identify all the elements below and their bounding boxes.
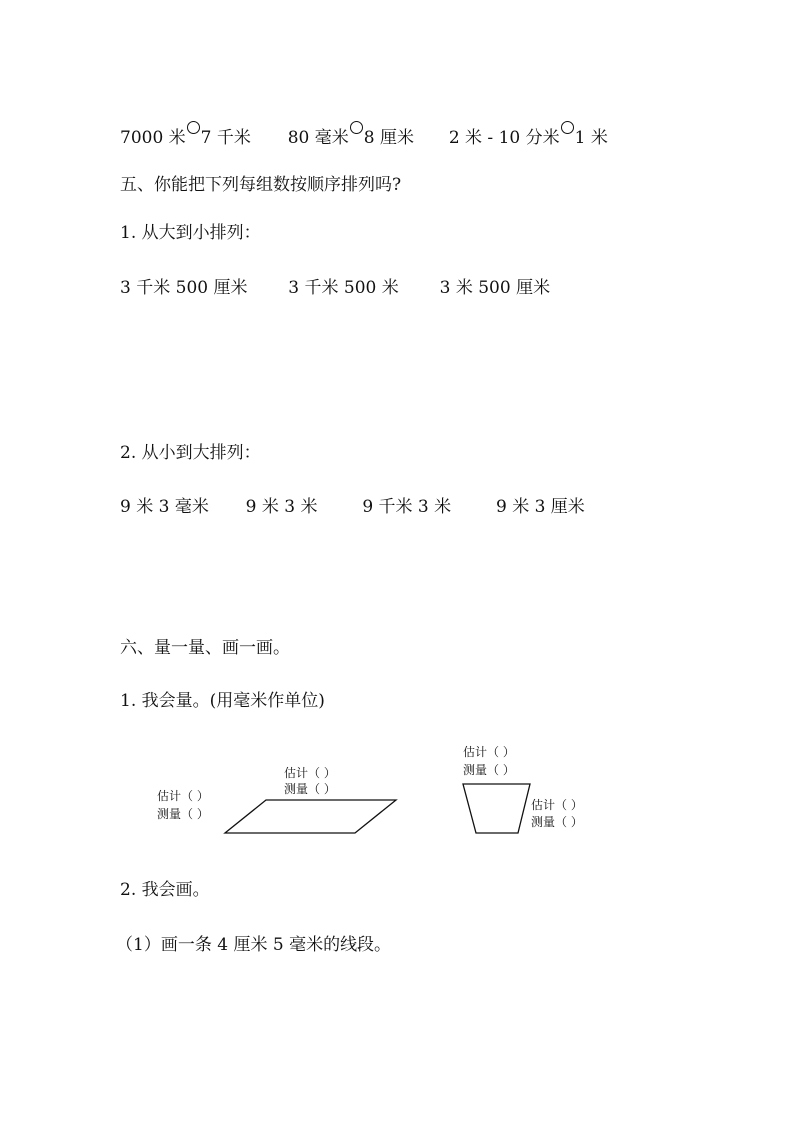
section6-q2-label: 2. 我会画。 xyxy=(120,880,210,900)
section6-title: 六、量一量、画一画。 xyxy=(120,638,290,658)
parallelogram-shape xyxy=(225,800,396,833)
trapezoid-shape xyxy=(463,784,530,833)
section5-q1-label: 1. 从大到小排列： xyxy=(120,223,261,243)
section6-q2-sub: （1）画一条 4 厘米 5 毫米的线段。 xyxy=(116,935,392,955)
section5-title: 五、你能把下列每组数按顺序排列吗? xyxy=(120,175,402,195)
compare-c-left: 2 米 - 10 分米 xyxy=(448,128,560,148)
order-item: 3 千米 500 米 xyxy=(288,278,399,298)
order-item: 9 米 3 毫米 xyxy=(120,497,209,517)
compare-b-left: 80 毫米 xyxy=(287,128,349,148)
trapezoid-top-estimate: 估计（ ） xyxy=(463,745,515,759)
section6-q1-label: 1. 我会量。(用毫米作单位) xyxy=(120,691,325,711)
compare-a-left: 7000 米 xyxy=(120,128,186,148)
compare-b-right: 8 厘米 xyxy=(363,128,414,148)
order-item: 9 米 3 厘米 xyxy=(495,497,585,517)
order-item: 3 米 500 厘米 xyxy=(439,278,551,298)
compare-a-right: 7 千米 xyxy=(200,128,251,148)
trapezoid-right-estimate: 估计（ ） xyxy=(531,798,583,812)
compare-c-right: 1 米 xyxy=(574,128,608,148)
parallelogram-left-measure: 测量（ ） xyxy=(157,807,209,821)
parallelogram-top-measure: 测量（ ） xyxy=(284,782,336,796)
section5-q2-label: 2. 从小到大排列： xyxy=(120,443,261,463)
trapezoid-right-measure: 测量（ ） xyxy=(531,815,583,829)
parallelogram-left-estimate: 估计（ ） xyxy=(157,789,209,803)
parallelogram-top-estimate: 估计（ ） xyxy=(284,766,336,780)
order-item: 9 米 3 米 xyxy=(245,497,318,517)
trapezoid-top-measure: 测量（ ） xyxy=(463,763,515,777)
order-item: 3 千米 500 厘米 xyxy=(120,278,248,298)
order-item: 9 千米 3 米 xyxy=(362,497,452,517)
